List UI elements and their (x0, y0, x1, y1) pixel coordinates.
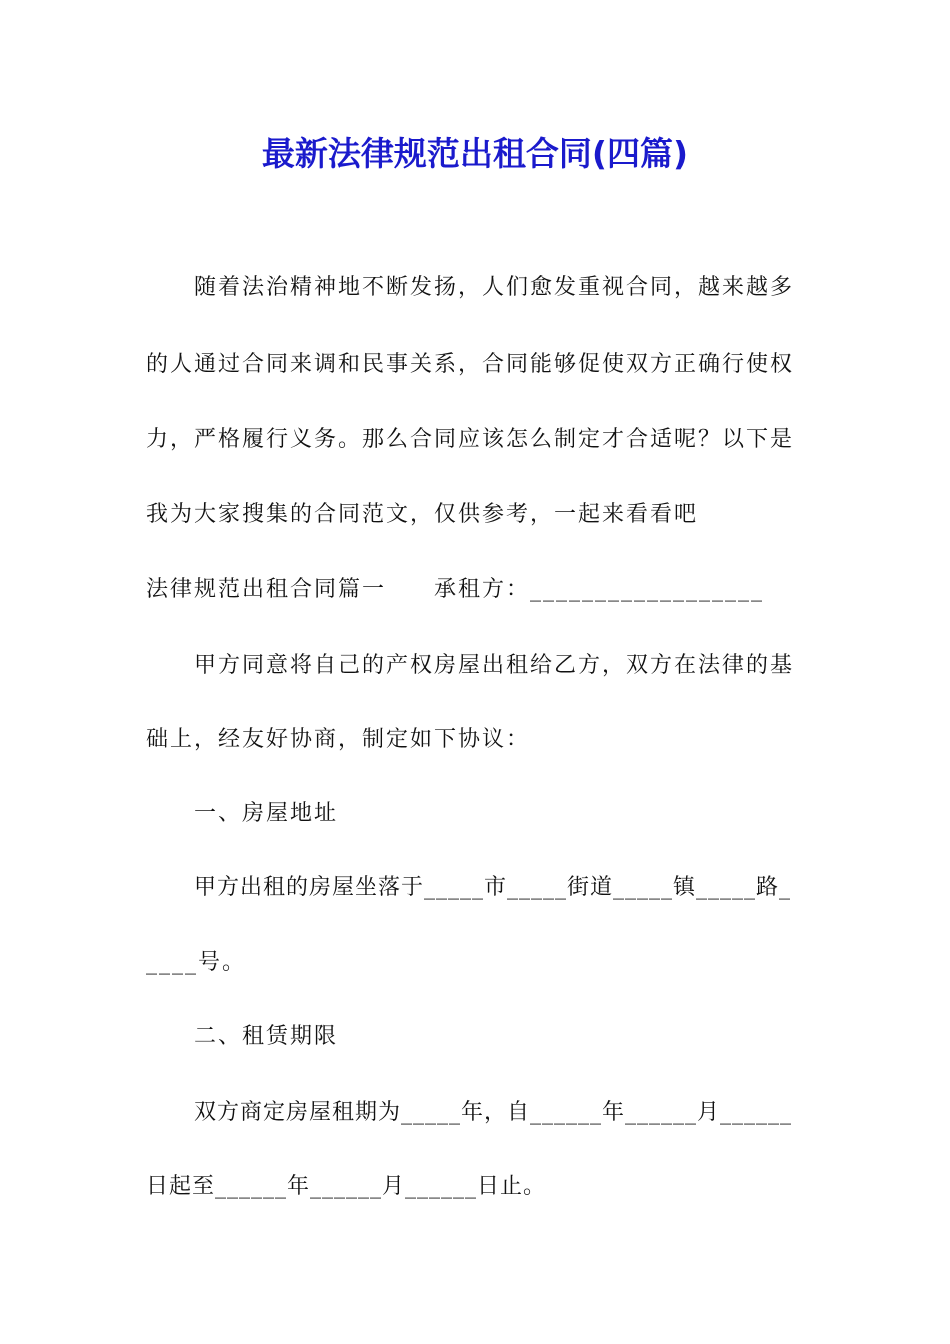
section-heading-row (146, 572, 806, 603)
intro-line-2: 的人通过合同来调和民事关系，合同能够促使双方正确行使权 (146, 352, 795, 377)
clause-1-line-1: 甲方出租的房屋坐落于_____市_____街道_____镇_____路_ (194, 875, 792, 900)
clause-2-heading: 二、租赁期限 (194, 1024, 339, 1049)
clause-2-line-1: 双方商定房屋租期为_____年，自______年______月______ (194, 1100, 793, 1125)
clause-2-line-2: 日起至______年______月______日止。 (146, 1174, 547, 1199)
clause-1-heading: 一、房屋地址 (194, 801, 339, 826)
intro-line-1: 随着法治精神地不断发扬，人们愈发重视合同，越来越多 (194, 275, 795, 300)
intro-line-3: 力，严格履行义务。那么合同应该怎么制定才合适呢？以下是 (146, 427, 795, 452)
intro-line-4: 我为大家搜集的合同范文，仅供参考，一起来看看吧 (146, 502, 699, 527)
document-title: 最新法律规范出租合同(四篇) (261, 134, 689, 173)
clause-1-line-2: ____号。 (146, 950, 247, 975)
agreement-line-1: 甲方同意将自己的产权房屋出租给乙方，双方在法律的基 (194, 653, 795, 678)
agreement-line-2: 础上，经友好协商，制定如下协议： (146, 727, 531, 752)
lessee-label: 承租方：__________________ (434, 577, 765, 602)
section-heading: 法律规范出租合同篇一 (146, 577, 387, 602)
